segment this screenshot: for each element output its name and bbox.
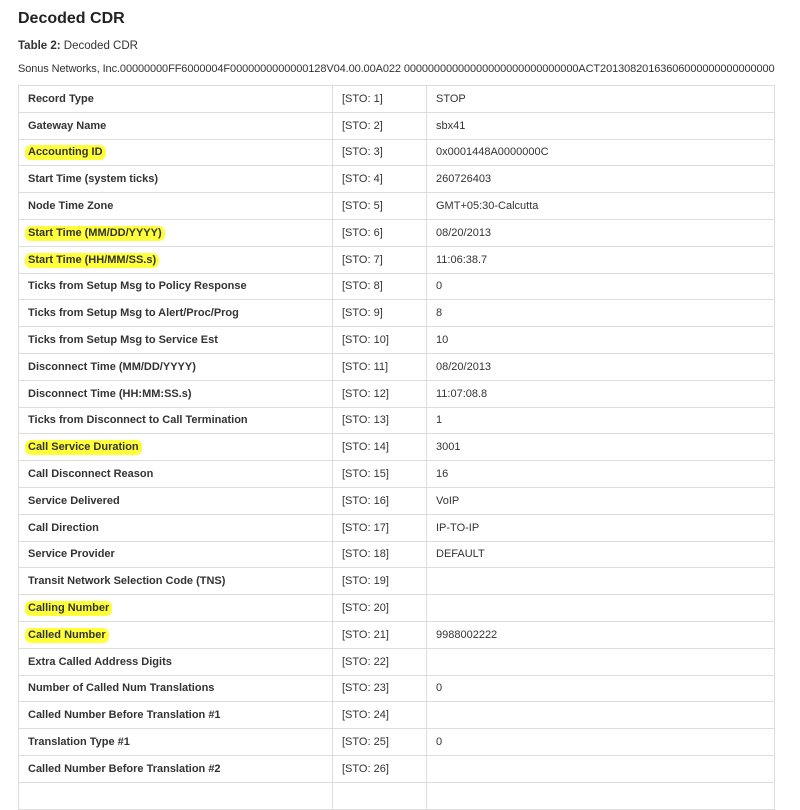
field-id-cell: [STO: 11] [333, 353, 427, 380]
field-id-cell: [STO: 5] [333, 193, 427, 220]
field-id-cell: [STO: 15] [333, 461, 427, 488]
table-row [19, 112, 775, 139]
field-name-cell [19, 327, 333, 354]
field-name-cell [19, 139, 333, 166]
field-value-cell: 1 [427, 407, 775, 434]
field-value-cell [427, 755, 775, 782]
field-name-cell [19, 86, 333, 113]
field-value-cell: VoIP [427, 487, 775, 514]
page-title: Decoded CDR [18, 10, 125, 27]
table-row [19, 139, 775, 166]
field-name: Gateway Name [28, 119, 107, 132]
field-name-cell [19, 407, 333, 434]
field-value-cell: 08/20/2013 [427, 353, 775, 380]
field-name-cell [19, 219, 333, 246]
table-row [19, 300, 775, 327]
field-value-cell: 0 [427, 675, 775, 702]
field-id-cell: [STO: 26] [333, 755, 427, 782]
field-id-cell: [STO: 14] [333, 434, 427, 461]
table-row [19, 219, 775, 246]
field-name-cell [19, 487, 333, 514]
table-row [19, 595, 775, 622]
field-name-cell [19, 434, 333, 461]
field-name: Disconnect Time (HH:MM:SS.s) [28, 387, 192, 400]
field-value-cell [427, 595, 775, 622]
field-name: Ticks from Setup Msg to Policy Response [28, 280, 247, 293]
field-id-cell: [STO: 16] [333, 487, 427, 514]
field-value-cell: 0 [427, 729, 775, 756]
field-id-cell: [STO: 8] [333, 273, 427, 300]
field-id-cell: [STO: 3] [333, 139, 427, 166]
field-value-cell: 08/20/2013 [427, 219, 775, 246]
field-name: Transit Network Selection Code (TNS) [28, 575, 226, 588]
field-id-cell: [STO: 22] [333, 648, 427, 675]
table-row [19, 675, 775, 702]
field-name-cell [19, 755, 333, 782]
table-row [19, 193, 775, 220]
field-name: Call Disconnect Reason [28, 468, 154, 481]
field-id-cell: [STO: 23] [333, 675, 427, 702]
field-name-cell [19, 568, 333, 595]
field-value-cell: GMT+05:30-Calcutta [427, 193, 775, 220]
field-name: Ticks from Setup Msg to Alert/Proc/Prog [28, 307, 239, 320]
field-value-cell: STOP [427, 86, 775, 113]
field-name-cell [19, 541, 333, 568]
field-id-cell: [STO: 1] [333, 86, 427, 113]
table-row [19, 246, 775, 273]
highlighted-field-name: Calling Number [25, 601, 112, 616]
field-name-cell [19, 514, 333, 541]
highlighted-field-name: Start Time (MM/DD/YYYY) [25, 226, 165, 241]
table-caption [18, 40, 138, 52]
field-id-cell: [STO: 13] [333, 407, 427, 434]
field-id-cell: [STO: 7] [333, 246, 427, 273]
field-name-cell [19, 112, 333, 139]
highlighted-field-name: Call Service Duration [25, 440, 142, 455]
field-name-cell [19, 648, 333, 675]
field-name: Start Time (system ticks) [28, 173, 159, 186]
field-name: Extra Called Address Digits [28, 655, 172, 668]
field-name-cell [19, 166, 333, 193]
field-value-cell: 260726403 [427, 166, 775, 193]
field-id-cell [333, 782, 427, 809]
field-value-cell: 11:06:38.7 [427, 246, 775, 273]
table-row [19, 487, 775, 514]
field-id-cell: [STO: 17] [333, 514, 427, 541]
field-id-cell: [STO: 2] [333, 112, 427, 139]
field-id-cell: [STO: 25] [333, 729, 427, 756]
field-name: Call Direction [28, 521, 99, 534]
field-name-cell [19, 461, 333, 488]
table-row [19, 702, 775, 729]
field-value-cell: 10 [427, 327, 775, 354]
field-name: Ticks from Setup Msg to Service Est [28, 334, 218, 347]
table-row [19, 755, 775, 782]
table-row [19, 568, 775, 595]
field-name: Node Time Zone [28, 200, 114, 213]
field-id-cell: [STO: 6] [333, 219, 427, 246]
field-name: Called Number Before Translation #1 [28, 709, 221, 722]
field-name-cell [19, 782, 333, 809]
table-row [19, 461, 775, 488]
field-id-cell: [STO: 4] [333, 166, 427, 193]
highlighted-field-name: Called Number [25, 628, 109, 643]
field-name: Record Type [28, 92, 94, 105]
field-value-cell: sbx41 [427, 112, 775, 139]
field-value-cell: 16 [427, 461, 775, 488]
table-row [19, 434, 775, 461]
field-name: Service Provider [28, 548, 115, 561]
field-name-cell [19, 729, 333, 756]
field-name-cell [19, 300, 333, 327]
field-name-cell [19, 621, 333, 648]
table-row [19, 353, 775, 380]
raw-cdr-string: Sonus Networks, Inc.00000000FF6000004F0000000000000128V04.00.00A022 00000000000000000000000000000ACT20130820163606000000000000000 [18, 63, 775, 75]
field-name: Number of Called Num Translations [28, 682, 215, 695]
table-row [19, 86, 775, 113]
field-id-cell: [STO: 12] [333, 380, 427, 407]
field-name-cell [19, 273, 333, 300]
field-id-cell: [STO: 20] [333, 595, 427, 622]
field-name: Disconnect Time (MM/DD/YYYY) [28, 360, 196, 373]
field-id-cell: [STO: 9] [333, 300, 427, 327]
table-row [19, 327, 775, 354]
field-value-cell: 0x0001448A0000000C [427, 139, 775, 166]
field-id-cell: [STO: 19] [333, 568, 427, 595]
field-value-cell [427, 782, 775, 809]
field-id-cell: [STO: 21] [333, 621, 427, 648]
field-name-cell [19, 595, 333, 622]
decoded-cdr-table-body [19, 86, 775, 810]
field-value-cell: 11:07:08.8 [427, 380, 775, 407]
field-name-cell [19, 675, 333, 702]
table-row [19, 541, 775, 568]
field-id-cell: [STO: 24] [333, 702, 427, 729]
field-name-cell [19, 246, 333, 273]
table-row [19, 166, 775, 193]
field-name: Translation Type #1 [28, 736, 130, 749]
table-caption-text: Decoded CDR [60, 40, 138, 52]
field-name: Service Delivered [28, 494, 120, 507]
field-value-cell: 8 [427, 300, 775, 327]
table-row [19, 782, 775, 809]
field-value-cell: 9988002222 [427, 621, 775, 648]
field-name-cell [19, 380, 333, 407]
table-row [19, 273, 775, 300]
field-value-cell: 3001 [427, 434, 775, 461]
table-row [19, 648, 775, 675]
decoded-cdr-table [18, 85, 775, 810]
table-row [19, 621, 775, 648]
highlighted-field-name: Start Time (HH/MM/SS.s) [25, 253, 159, 268]
field-name: Called Number Before Translation #2 [28, 762, 221, 775]
highlighted-field-name: Accounting ID [25, 145, 106, 160]
field-name-cell [19, 702, 333, 729]
field-id-cell: [STO: 18] [333, 541, 427, 568]
field-value-cell: 0 [427, 273, 775, 300]
table-caption-label: Table 2: [18, 40, 61, 52]
field-id-cell: [STO: 10] [333, 327, 427, 354]
table-row [19, 380, 775, 407]
field-name: Ticks from Disconnect to Call Termination [28, 414, 248, 427]
field-value-cell: IP-TO-IP [427, 514, 775, 541]
field-name-cell [19, 193, 333, 220]
field-value-cell [427, 702, 775, 729]
field-value-cell: DEFAULT [427, 541, 775, 568]
table-row [19, 514, 775, 541]
table-row [19, 729, 775, 756]
field-name-cell [19, 353, 333, 380]
field-value-cell [427, 648, 775, 675]
table-row [19, 407, 775, 434]
field-value-cell [427, 568, 775, 595]
